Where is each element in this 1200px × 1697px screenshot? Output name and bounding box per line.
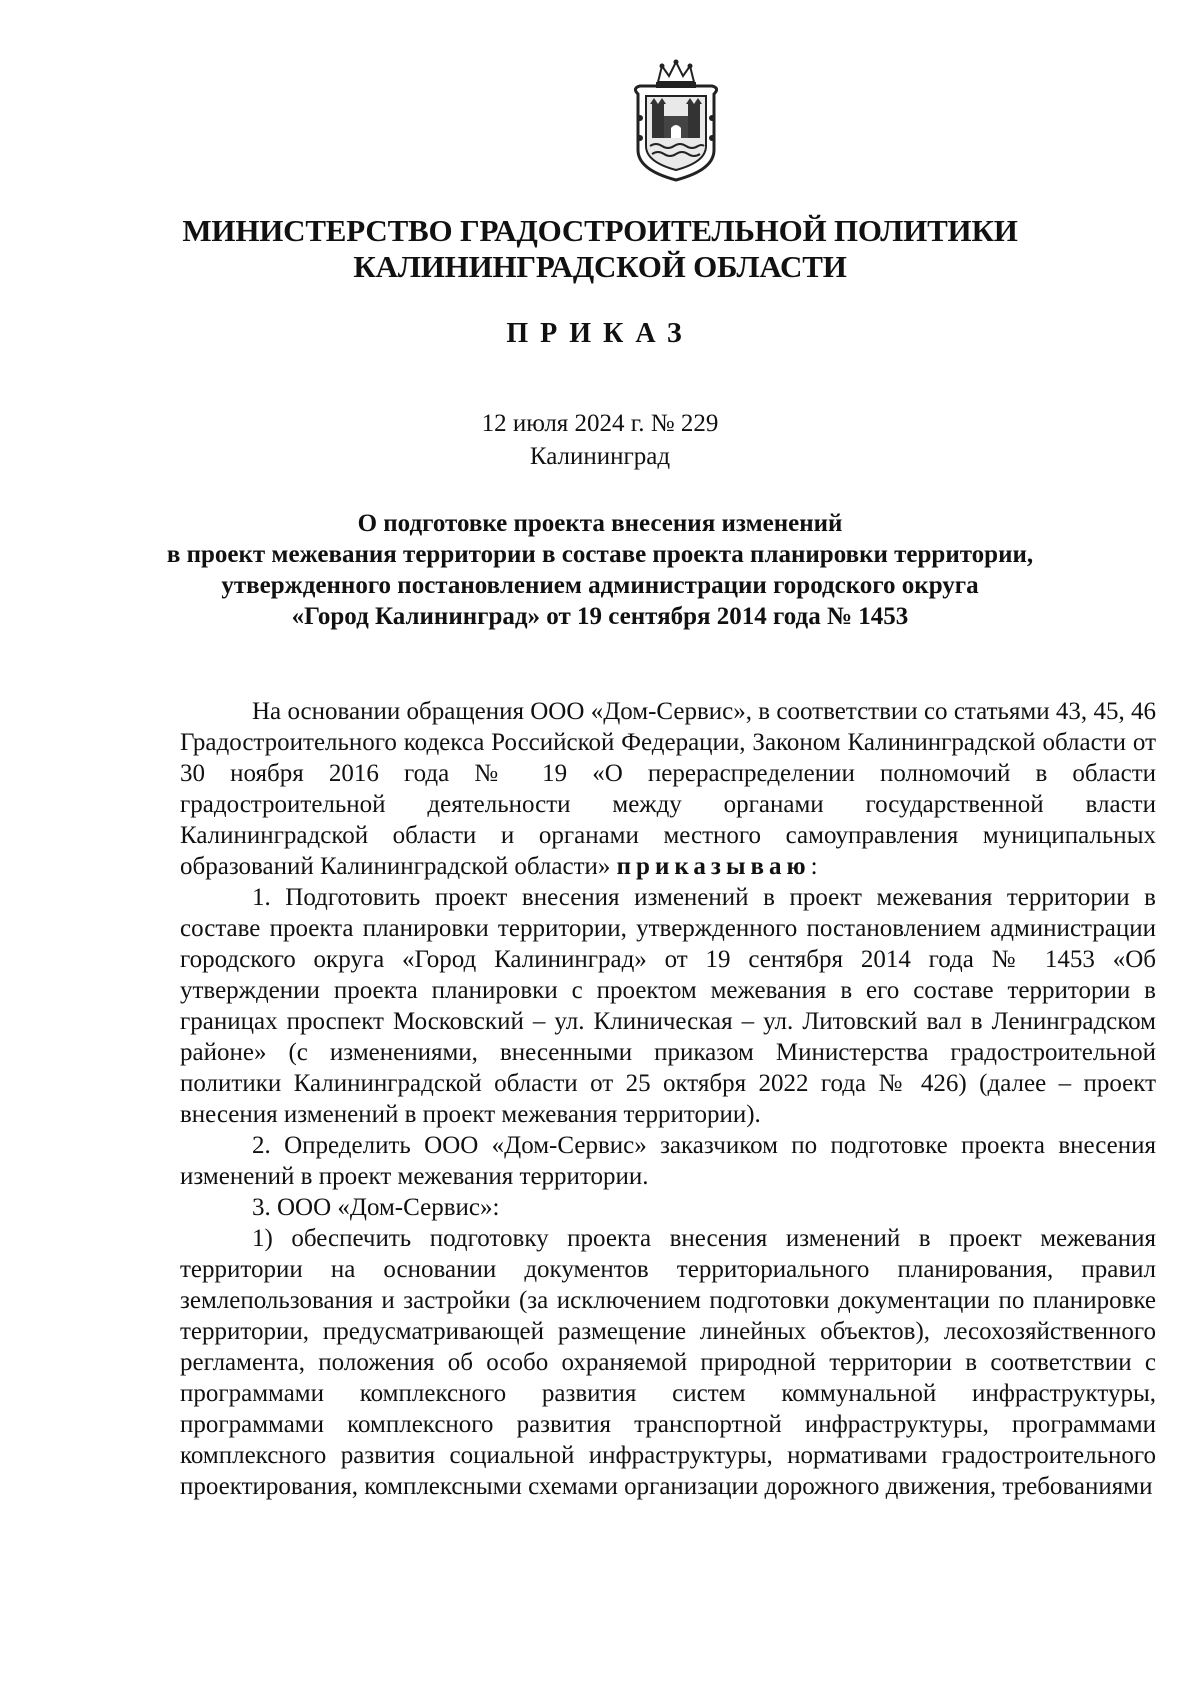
subject-line3: утвержденного постановлением администрации городского округа [221,572,979,599]
order-colon: : [810,853,818,880]
date-number: 12 июля 2024 г. № 229 [481,410,719,437]
subject-line1: О подготовке проекта внесения изменений [357,510,843,537]
subject-line4: «Город Калининград» от 19 сентября 2014 года № 1453 [291,603,909,630]
date-and-number [0,407,1200,473]
document-type: ПРИКАЗ [506,318,694,349]
preamble-paragraph [180,696,1156,882]
order-subject [0,508,1200,632]
subject-line2: в проект межевания территории в составе проекта планировки территории, [166,541,1034,568]
preamble-text: На основании обращения ООО «Дом-Сервис», в соответствии со статьями 43, 45, 46 Градостроительного кодекса Российской Федерации, Законом Калининградской области от 30 ноября 2016 года № 19 «О перераспределении полномочий в области градостроительной деятельности между органами государственной власти Калининградской области и органами местного самоуправления муниципальных образований Калининградской области» [180,698,1156,880]
item-3: 3. ООО «Дом-Сервис»: [252,1194,500,1221]
item-3-1: 1) обеспечить подготовку проекта внесения изменений в проект межевания территории на основании документов территориального планирования, правил землепользования и застройки (за исключением подготовки документации по планировке территории, предусматривающей размещение линейных объектов), лесохозяйственного регламента, положения об особо охраняемой природной территории в соответствии с программами комплексного развития систем коммунальной инфраструктуры, программами комплексного развития транспортной инфраструктуры, программами комплексного развития социальной инфраструктуры, нормативами градостроительного проектирования, комплексными схемами организации дорожного движения, требованиями [180,1225,1156,1500]
coat-of-arms-icon [628,58,724,184]
ministry-title-line2: КАЛИНИНГРАДСКОЙ ОБЛАСТИ [353,249,847,284]
order-word: приказываю [616,853,811,880]
item-1: 1. Подготовить проект внесения изменений в проект межевания территории в составе проекта планировки территории, утвержденного постановлением администрации городского округа «Город Калининград» от 19 сентября 2014 года № 1453 «Об утверждении проекта планировки с проектом межевания в его составе территории в границах проспект Московский – ул. Клиническая – ул. Литовский вал в Ленинградском районе» (с изменениями, внесенными приказом Министерства градостроительной политики Калининградской области от 25 октября 2022 года № 426) (далее – проект внесения изменений в проект межевания территории). [180,884,1156,1128]
item-2: 2. Определить ООО «Дом-Сервис» заказчиком по подготовке проекта внесения изменений в проект межевания территории. [180,1132,1156,1190]
city-name: Калининград [529,443,671,470]
ministry-title [0,213,1200,285]
ministry-title-line1: МИНИСТЕРСТВО ГРАДОСТРОИТЕЛЬНОЙ ПОЛИТИКИ [182,213,1018,248]
order-body [180,696,1156,1502]
